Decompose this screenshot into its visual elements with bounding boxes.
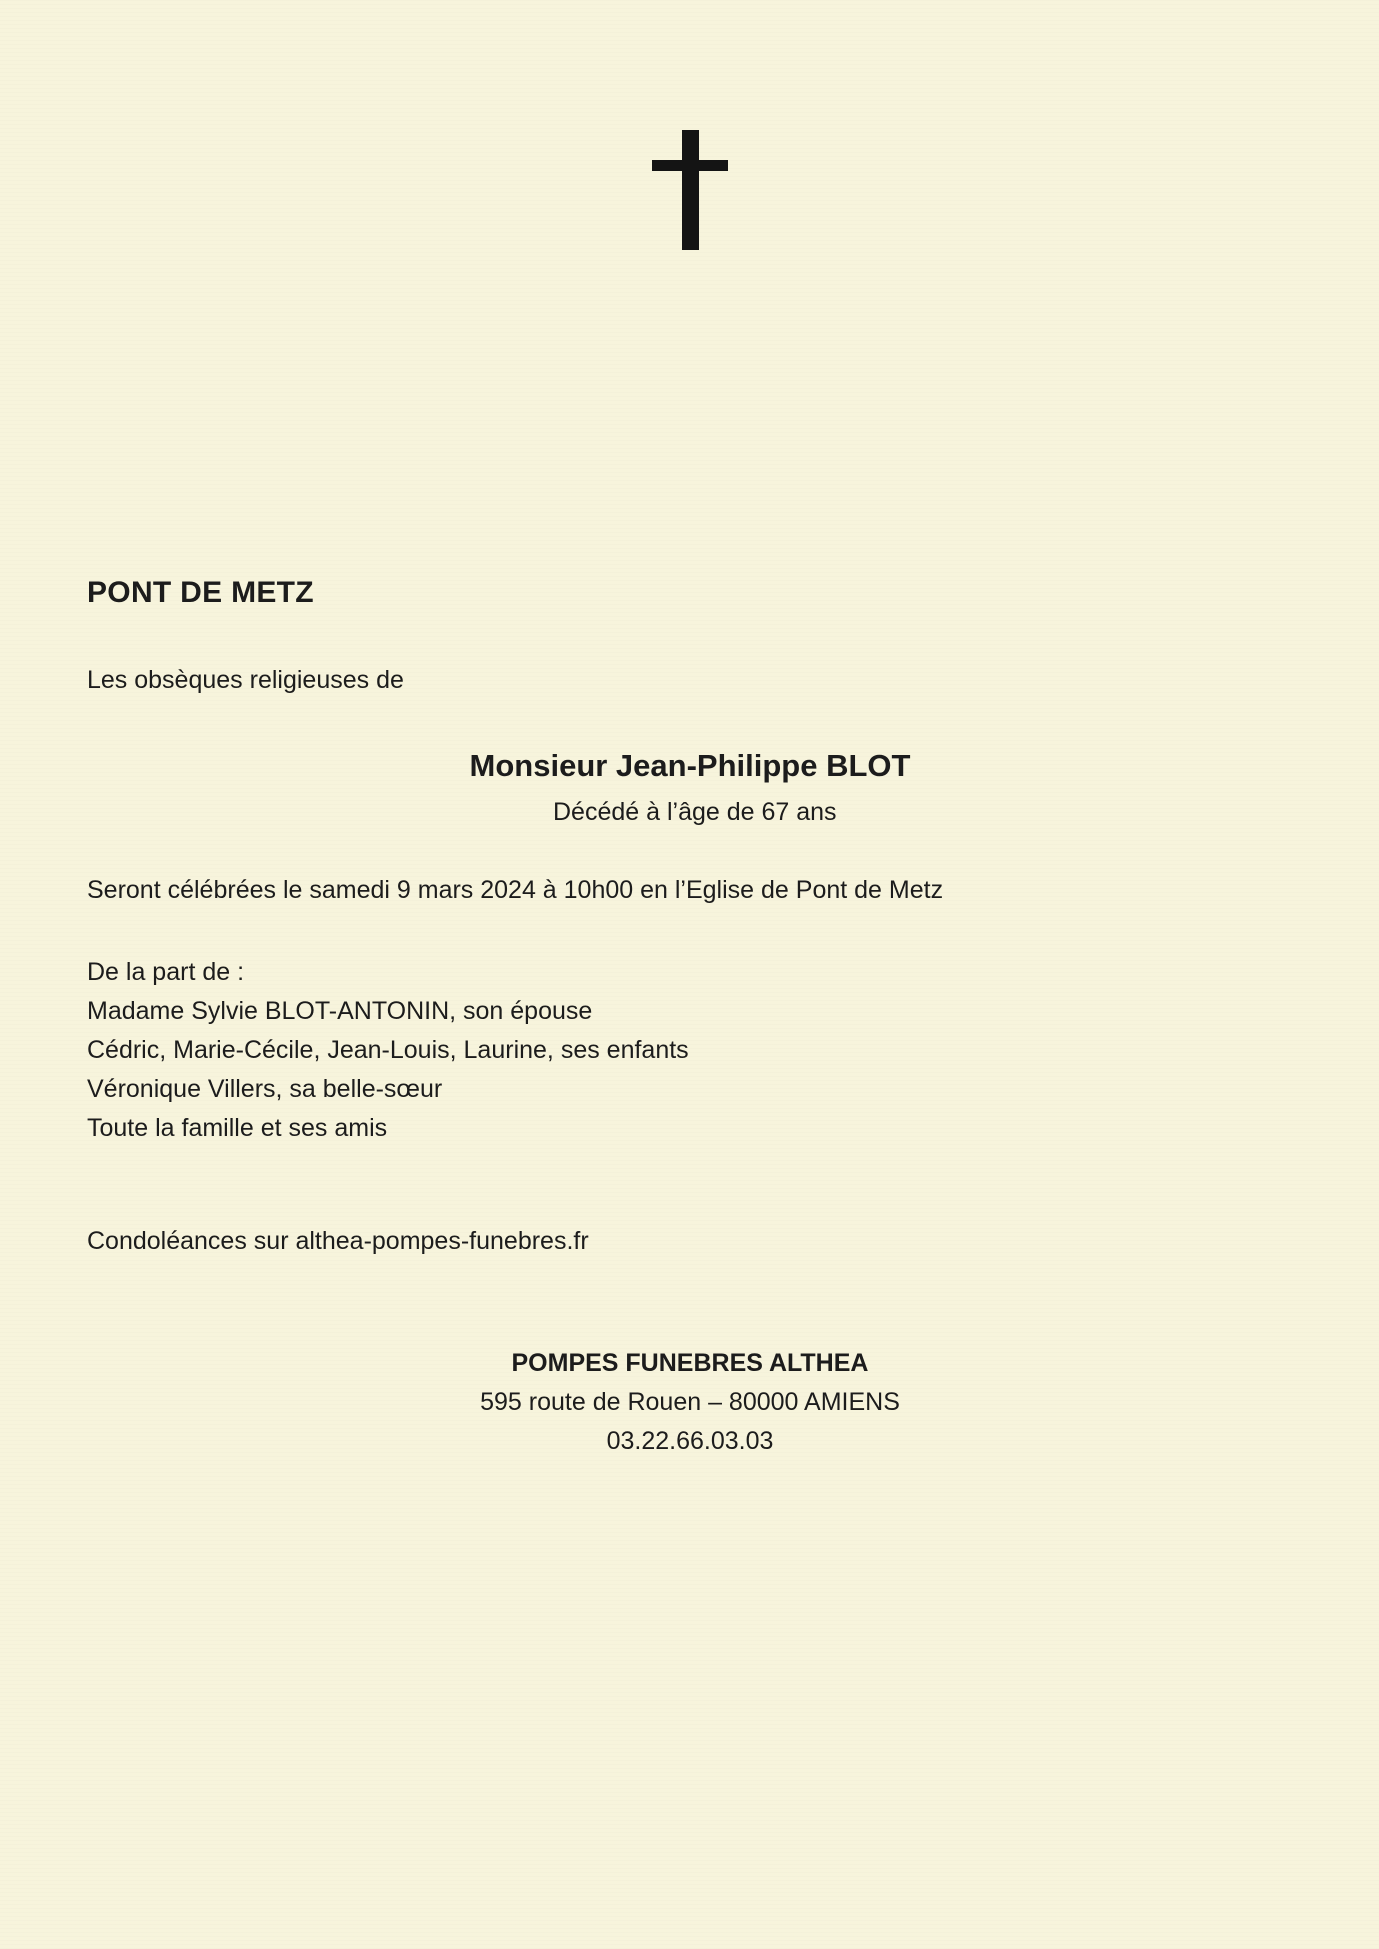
intro-text: Les obsèques religieuses de — [87, 666, 404, 694]
funeral-home-phone: 03.22.66.03.03 — [606, 1427, 774, 1455]
condolences-text: Condoléances sur althea-pompes-funebres.fr — [87, 1227, 589, 1255]
ceremony-details: Seront célébrées le samedi 9 mars 2024 à 10h00 en l’Eglise de Pont de Metz — [87, 876, 944, 904]
funeral-home-name: POMPES FUNEBRES ALTHEA — [511, 1349, 869, 1377]
deceased-name: Monsieur Jean-Philippe BLOT — [469, 748, 911, 783]
family-member: Madame Sylvie BLOT-ANTONIN, son épouse — [87, 997, 593, 1025]
from-heading: De la part de : — [87, 958, 245, 986]
family-member: Cédric, Marie-Cécile, Jean-Louis, Laurine, ses enfants — [87, 1036, 689, 1064]
family-member: Toute la famille et ses amis — [87, 1114, 388, 1142]
location-heading: PONT DE METZ — [87, 576, 314, 609]
family-list — [87, 953, 689, 1148]
latin-cross-icon — [652, 130, 708, 250]
family-member: Véronique Villers, sa belle-sœur — [87, 1075, 443, 1103]
funeral-home-block — [480, 1344, 900, 1461]
funeral-home-address: 595 route de Rouen – 80000 AMIENS — [480, 1388, 900, 1416]
age-line: Décédé à l’âge de 67 ans — [553, 798, 837, 826]
